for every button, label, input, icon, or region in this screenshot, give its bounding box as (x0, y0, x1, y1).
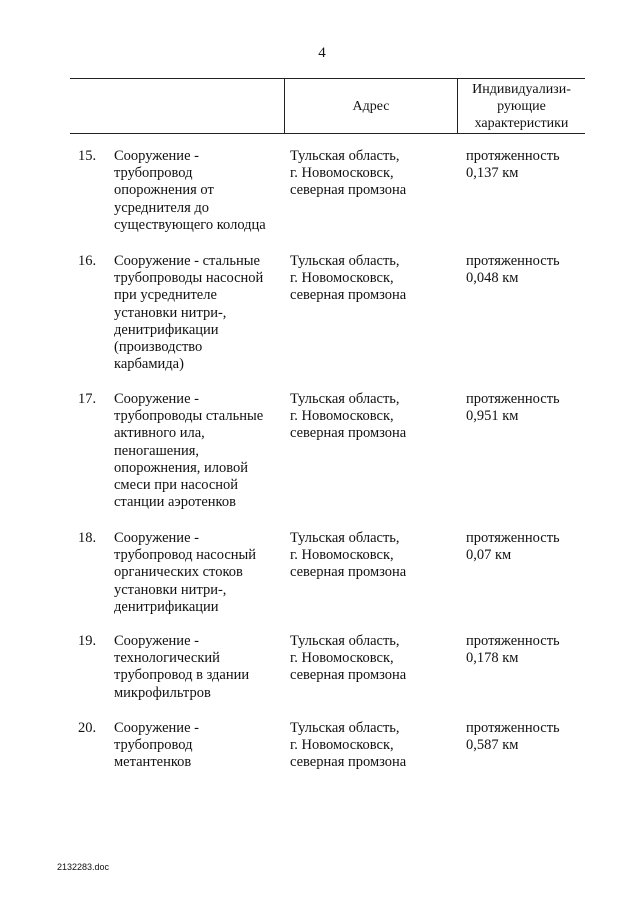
object-address-line: г. Новомосковск, (290, 650, 394, 667)
object-address-line: северная промзона (290, 425, 407, 442)
object-name-line: существующего колодца (114, 216, 266, 233)
object-characteristics-line: 0,048 км (466, 270, 519, 287)
object-name (114, 148, 284, 234)
header-line: рующие (497, 99, 546, 114)
object-address (290, 720, 460, 772)
object-name-line: пеногашения, (114, 442, 200, 459)
object-name (114, 391, 284, 511)
object-name-line: метантенков (114, 754, 192, 771)
object-name-line: активного ила, (114, 425, 205, 442)
row-number: 16. (78, 253, 97, 269)
object-address-line: северная промзона (290, 754, 407, 771)
page-number: 4 (318, 45, 326, 61)
object-characteristics-line: 0,951 км (466, 408, 519, 425)
object-name-line: (производство (114, 339, 203, 356)
object-name-line: Сооружение - (114, 530, 199, 546)
object-address (290, 530, 460, 582)
object-name-line: опорожнения, иловой (114, 459, 249, 476)
object-name-line: станции аэротенков (114, 494, 236, 511)
footer-filename: 2132283.doc (57, 862, 110, 872)
object-address-line: г. Новомосковск, (290, 737, 394, 754)
object-name-line: Сооружение - стальные (114, 253, 260, 269)
object-name-line: трубопроводы стальные (114, 408, 264, 425)
row-number: 20. (78, 720, 97, 736)
object-name-line: Сооружение - (114, 391, 199, 407)
object-address-line: северная промзона (290, 287, 407, 304)
object-address-line: г. Новомосковск, (290, 547, 394, 564)
header-address: Адрес (352, 99, 390, 114)
object-address-line: г. Новомосковск, (290, 270, 394, 287)
header-line: Индивидуализи- (472, 82, 571, 97)
object-name-line: установки нитри-, (114, 304, 227, 321)
object-address (290, 633, 460, 685)
object-address-line: г. Новомосковск, (290, 408, 394, 425)
object-address-line: северная промзона (290, 564, 407, 581)
object-name-line: карбамида) (114, 356, 184, 373)
object-characteristics-line: 0,587 км (466, 737, 519, 754)
object-characteristics-line: 0,07 км (466, 547, 512, 564)
object-name-line: установки нитри-, (114, 581, 227, 598)
object-name-line: органических стоков (114, 564, 243, 581)
object-characteristics (466, 391, 596, 425)
object-name-line: Сооружение - (114, 720, 199, 736)
object-name-line: усреднителя до (114, 199, 210, 216)
object-name-line: трубопровод (114, 165, 193, 182)
object-address-line: северная промзона (290, 667, 407, 684)
object-name (114, 530, 284, 616)
object-characteristics (466, 148, 596, 182)
object-characteristics-line: 0,178 км (466, 650, 519, 667)
object-address-line: г. Новомосковск, (290, 165, 394, 182)
object-name (114, 633, 284, 702)
object-name-line: при усреднителе (114, 287, 217, 304)
object-characteristics-line: протяженность (466, 720, 560, 736)
object-name-line: трубопровод (114, 737, 193, 754)
row-number: 19. (78, 633, 97, 649)
row-number: 18. (78, 530, 97, 546)
object-address (290, 148, 460, 200)
object-name-line: трубопровод насосный (114, 547, 257, 564)
object-name-line: трубопроводы насосной (114, 270, 264, 287)
object-characteristics (466, 530, 596, 564)
object-characteristics (466, 253, 596, 287)
object-name-line: микрофильтров (114, 684, 211, 701)
header-individual-characteristics (458, 81, 585, 132)
object-name-line: опорожнения от (114, 182, 214, 199)
object-address-line: Тульская область, (290, 720, 400, 736)
object-name (114, 253, 284, 373)
object-address-line: Тульская область, (290, 391, 400, 407)
object-address-line: северная промзона (290, 182, 407, 199)
object-characteristics-line: 0,137 км (466, 165, 519, 182)
object-name (114, 720, 284, 772)
object-name-line: денитрификации (114, 598, 219, 615)
object-address-line: Тульская область, (290, 253, 400, 269)
object-name-line: трубопровод в здании (114, 667, 250, 684)
object-name-line: Сооружение - (114, 148, 199, 164)
object-name-line: смеси при насосной (114, 477, 239, 494)
object-characteristics-line: протяженность (466, 530, 560, 546)
object-address-line: Тульская область, (290, 530, 400, 546)
object-name-line: денитрификации (114, 321, 219, 338)
object-characteristics (466, 633, 596, 667)
object-characteristics-line: протяженность (466, 633, 560, 649)
object-characteristics-line: протяженность (466, 253, 560, 269)
object-characteristics (466, 720, 596, 754)
row-number: 17. (78, 391, 97, 407)
object-name-line: Сооружение - (114, 633, 199, 649)
object-characteristics-line: протяженность (466, 391, 560, 407)
row-number: 15. (78, 148, 97, 164)
object-address-line: Тульская область, (290, 148, 400, 164)
table-header (70, 78, 585, 134)
object-name-line: технологический (114, 650, 220, 667)
object-characteristics-line: протяженность (466, 148, 560, 164)
object-address (290, 253, 460, 305)
object-address (290, 391, 460, 443)
object-address-line: Тульская область, (290, 633, 400, 649)
header-line: характеристики (474, 116, 569, 131)
